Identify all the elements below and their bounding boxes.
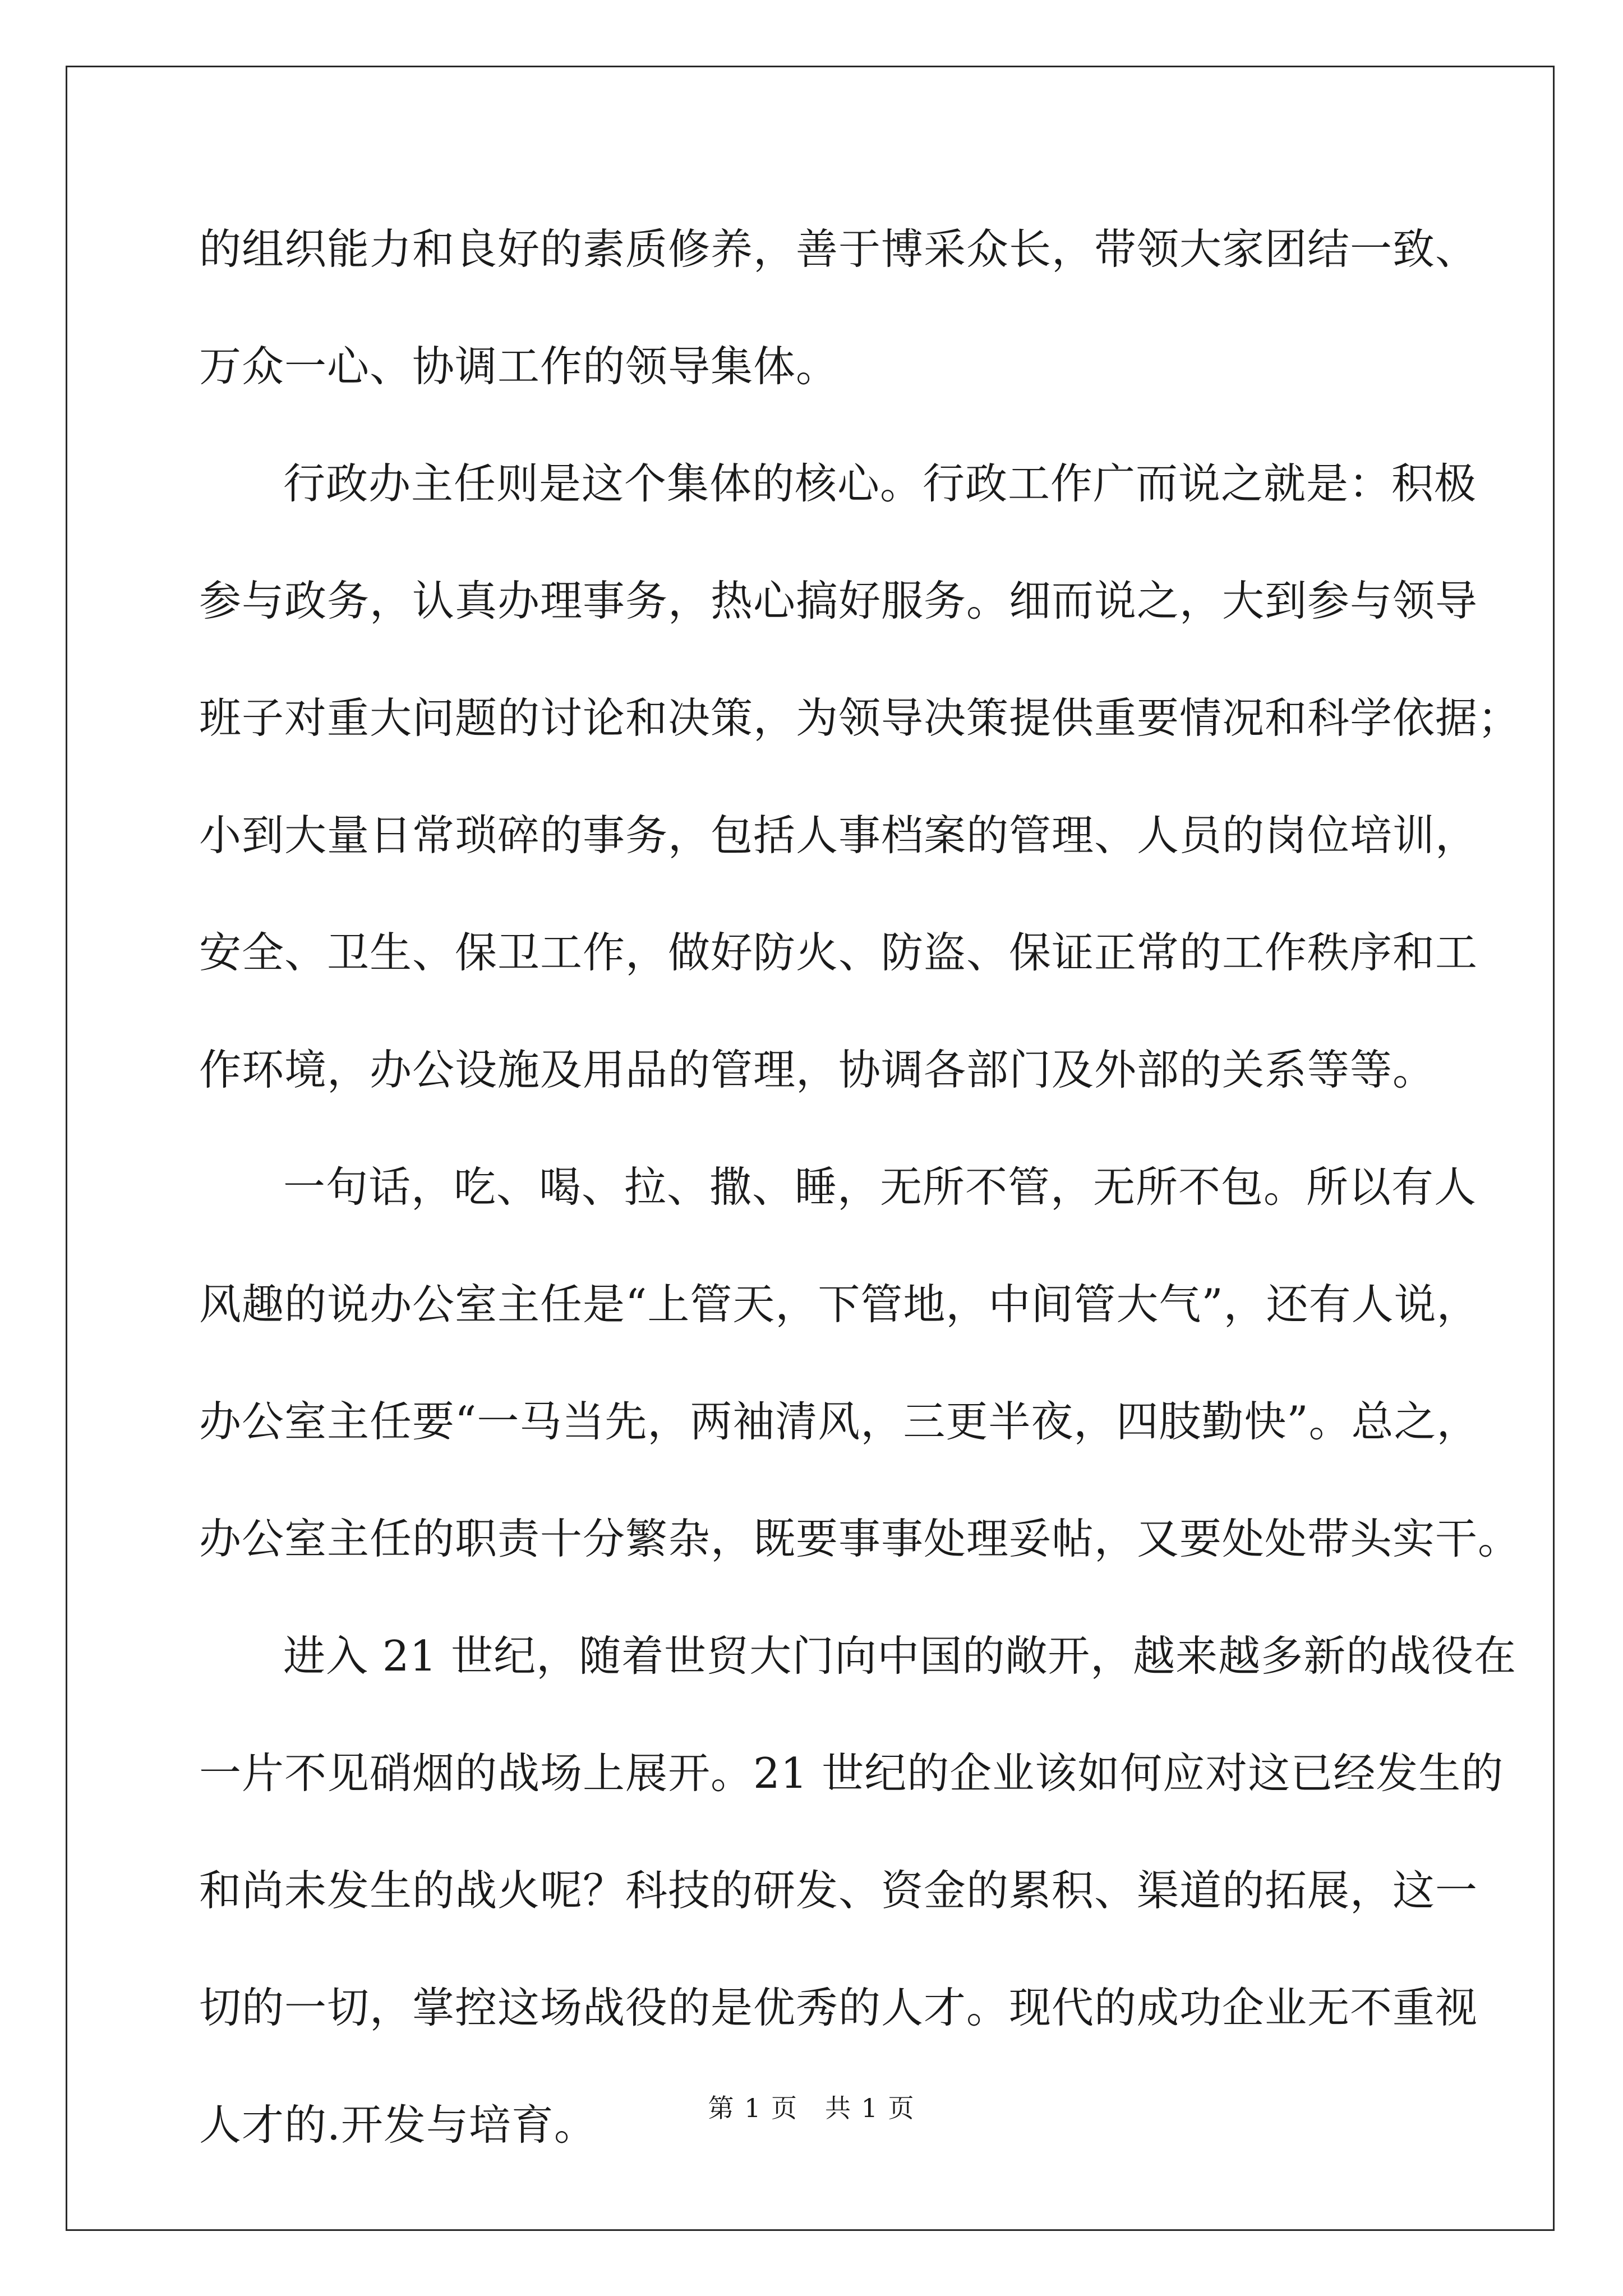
text-line: 小到大量日常琐碎的事务，包括人事档案的管理、人员的岗位培训， [199,811,1478,860]
text-line: 的组织能力和良好的素质修养，善于博采众长，带领大家团结一致、 [199,224,1478,274]
text-line: 参与政务，认真办理事务，热心搞好服务。细而说之，大到参与领导 [199,576,1478,625]
paragraph-first-line: 行政办主任则是这个集体的核心。行政工作广而说之就是：积极 [283,459,1477,508]
paragraph-first-line: 进入 21 世纪，随着世贸大门向中国的敞开，越来越多新的战役在 [283,1631,1517,1681]
text-line: 办公室主任要“一马当先，两袖清风，三更半夜，四肢勤快”。总之， [199,1397,1479,1446]
text-line: 风趣的说办公室主任是“上管天，下管地，中间管大气”，还有人说， [199,1280,1479,1329]
text-line: 人才的.开发与培育。 [199,2100,597,2150]
text-line: 作环境，办公设施及用品的管理，协调各部门及外部的关系等等。 [199,1045,1436,1094]
document-body [199,191,1521,2184]
paragraph-first-line: 一句话，吃、喝、拉、撒、睡，无所不管，无所不包。所以有人 [283,1162,1477,1212]
text-line: 一片不见硝烟的战场上展开。21 世纪的企业该如何应对这已经发生的 [199,1749,1504,1798]
page-number-footer: 第 1 页 共 1 页 [708,2093,915,2123]
text-line: 万众一心、协调工作的领导集体。 [199,342,839,391]
text-line: 安全、卫生、保卫工作，做好防火、防盗、保证正常的工作秩序和工 [199,928,1478,977]
text-line: 班子对重大问题的讨论和决策，为领导决策提供重要情况和科学依据； [199,693,1521,743]
text-line: 办公室主任的职责十分繁杂，既要事事处理妥帖，又要处处带头实干。 [199,1514,1521,1563]
text-line: 切的一切，掌控这场战役的是优秀的人才。现代的成功企业无不重视 [199,1983,1478,2032]
text-line: 和尚未发生的战火呢？科技的研发、资金的累积、渠道的拓展，这一 [199,1866,1478,1915]
